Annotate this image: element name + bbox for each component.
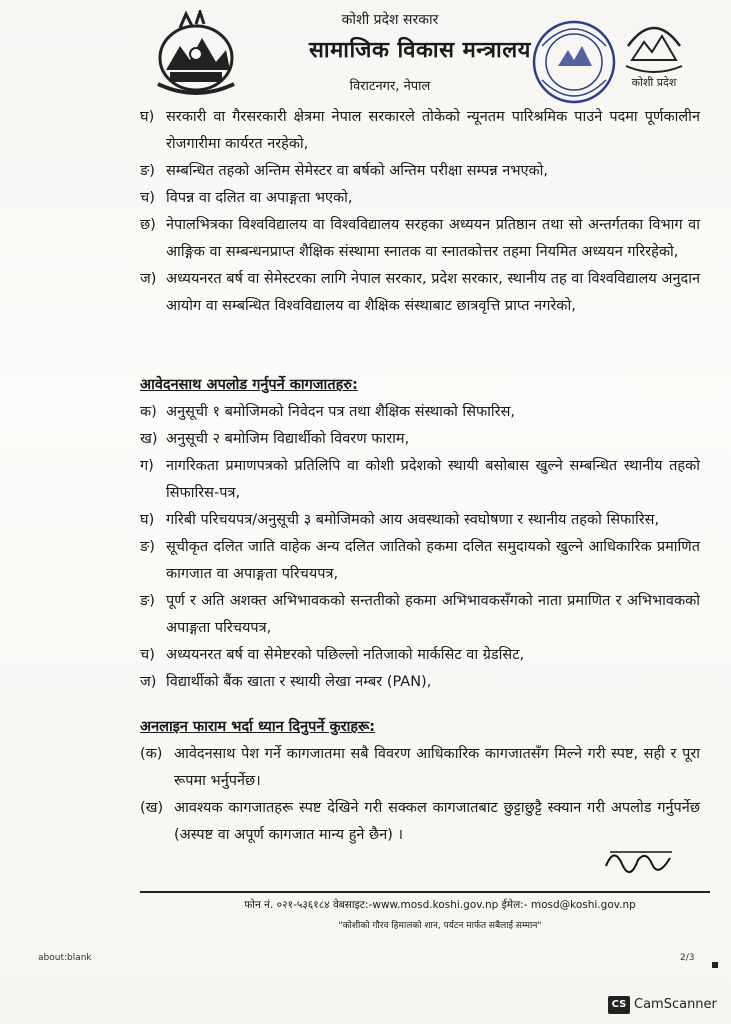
item-text: नागरिकता प्रमाणपत्रको प्रतिलिपि वा कोशी प्रदेशको स्थायी बसोबास खुल्ने सम्बन्धित स्थानीय तहको सिफारिस-पत्र, — [166, 458, 700, 501]
header-ministry: सामाजिक विकास मन्त्रालय — [309, 38, 531, 63]
item-text: आवेदनसाथ पेश गर्ने कागजातमा सबै विवरण आधिकारिक कागजातसँग मिल्ने गरी स्पष्ट, सही र पूरा रूपमा भर्नुपर्नेछ। — [174, 746, 700, 789]
item-text: सूचीकृत दलित जाति वाहेक अन्य दलित जातिको हकमा दलित समुदायको खुल्ने आधिकारिक प्रमाणित कागजात वा अपाङ्गता परिचयपत्र, — [166, 539, 700, 582]
footer-divider — [140, 891, 710, 893]
list-item — [140, 507, 700, 534]
list-item — [140, 399, 700, 426]
eligibility-list — [140, 104, 700, 320]
item-text: अनुसूची १ बमोजिमको निवेदन पत्र तथा शैक्षिक संस्थाको सिफारिस, — [166, 404, 516, 420]
item-text: अनुसूची २ बमोजिम विद्यार्थीको विवरण फाराम, — [166, 431, 410, 447]
item-text: पूर्ण र अति अशक्त अभिभावकको सन्ततीको हकमा अभिभावकसँगको नाता प्रमाणित र अभिभावकको अपाङ्गता परिचयपत्र, — [166, 593, 700, 636]
item-label: ङ) — [140, 163, 155, 179]
print-url: about:blank — [38, 953, 92, 963]
koshi-logo-text: कोशी प्रदेश — [631, 76, 677, 89]
documents-heading: आवेदनसाथ अपलोड गर्नुपर्ने कागजातहरु: — [140, 377, 358, 393]
item-text: सरकारी वा गैरसरकारी क्षेत्रमा नेपाल सरकारले तोकेको न्यूनतम पारिश्रमिक पाउने पदमा पूर्णकालीन रोजगारीमा कार्यरत नरहेको, — [166, 109, 700, 152]
list-item — [140, 588, 700, 642]
nepal-emblem-icon — [150, 10, 242, 96]
list-item — [140, 104, 700, 158]
item-label: ङ) — [140, 539, 155, 555]
signature-icon — [600, 840, 680, 880]
item-label: ख) — [140, 431, 158, 447]
online-form-section — [140, 714, 700, 849]
item-label: छ) — [140, 217, 156, 233]
item-label: (क) — [140, 746, 163, 762]
list-item — [140, 158, 700, 185]
item-text: अध्ययनरत बर्ष वा सेमेस्टरका लागि नेपाल सरकार, प्रदेश सरकार, स्थानीय तह वा विश्वविद्यालय अनुदान आयोग वा सम्बन्धित विश्वविद्यालय वा शैक्षिक संस्थाबाट छात्रवृत्ति प्राप्त नगरेको, — [166, 271, 700, 314]
item-label: ज) — [140, 674, 157, 690]
footer-slogan: "कोशीको गौरव हिमालको शान, पर्यटन मार्फत सबैलाई सम्मान" — [338, 921, 542, 931]
item-label: क) — [140, 404, 157, 420]
footer-contact: फोन नं. ०२१-५३६१८४ वेबसाइट:-www.mosd.koshi.gov.np ईमेल:- mosd@koshi.gov.np — [244, 899, 636, 911]
item-label: च) — [140, 647, 155, 663]
item-label: घ) — [140, 512, 155, 528]
list-item — [140, 741, 700, 795]
camscanner-label: CamScanner — [634, 997, 717, 1012]
item-text: सम्बन्धित तहको अन्तिम सेमेस्टर वा बर्षको अन्तिम परीक्षा सम्पन्न नभएको, — [166, 163, 549, 179]
list-item — [140, 669, 700, 696]
item-label: च) — [140, 190, 155, 206]
item-label: ज) — [140, 271, 157, 287]
ministry-seal-icon — [528, 16, 620, 108]
item-label: ग) — [140, 458, 154, 474]
item-text: अध्ययनरत बर्ष वा सेमेष्टरको पछिल्लो नतिजाको मार्कसिट वा ग्रेडसिट, — [166, 647, 525, 663]
list-item — [140, 185, 700, 212]
header-government: कोशी प्रदेश सरकार — [341, 12, 439, 28]
page-number: 2/3 — [680, 953, 695, 963]
header-location: विराटनगर, नेपाल — [349, 79, 431, 94]
item-label: घ) — [140, 109, 155, 125]
list-item — [140, 212, 700, 266]
item-text: गरिबी परिचयपत्र/अनुसूची ३ बमोजिमको आय अवस्थाको स्वघोषणा र स्थानीय तहको सिफारिस, — [166, 512, 660, 528]
list-item — [140, 266, 700, 320]
corner-mark — [712, 962, 718, 968]
item-label: (ख) — [140, 800, 164, 816]
online-form-heading: अनलाइन फाराम भर्दा ध्यान दिनुपर्ने कुराहरू: — [140, 719, 376, 735]
camscanner-logo-icon: CS — [608, 996, 630, 1014]
list-item — [140, 534, 700, 588]
documents-section — [140, 372, 700, 696]
list-item — [140, 642, 700, 669]
item-text: आवश्यक कागजातहरू स्पष्ट देखिने गरी सक्कल कागजातबाट छुट्टाछुट्टै स्क्यान गरी अपलोड गर्नुपर्नेछ (अस्पष्ट वा अपूर्ण कागजात मान्य हुने छैन) । — [174, 800, 700, 843]
item-text: विपन्न वा दलित वा अपाङ्गता भएको, — [166, 190, 353, 206]
koshi-province-logo-icon — [618, 16, 690, 94]
item-label: ङ) — [140, 593, 155, 609]
list-item — [140, 426, 700, 453]
item-text: नेपालभित्रका विश्वविद्यालय वा विश्वविद्यालय सरहका अध्ययन प्रतिष्ठान तथा सो अन्तर्गतका विभाग वा आङ्गिक वा सम्बन्धनप्राप्त शैक्षिक संस्थामा स्नातक वा स्नातकोत्तर तहमा नियमित अध्ययन गरिरहेको, — [166, 217, 700, 260]
item-text: विद्यार्थीको बैंक खाता र स्थायी लेखा नम्बर (PAN), — [166, 674, 432, 690]
list-item — [140, 453, 700, 507]
